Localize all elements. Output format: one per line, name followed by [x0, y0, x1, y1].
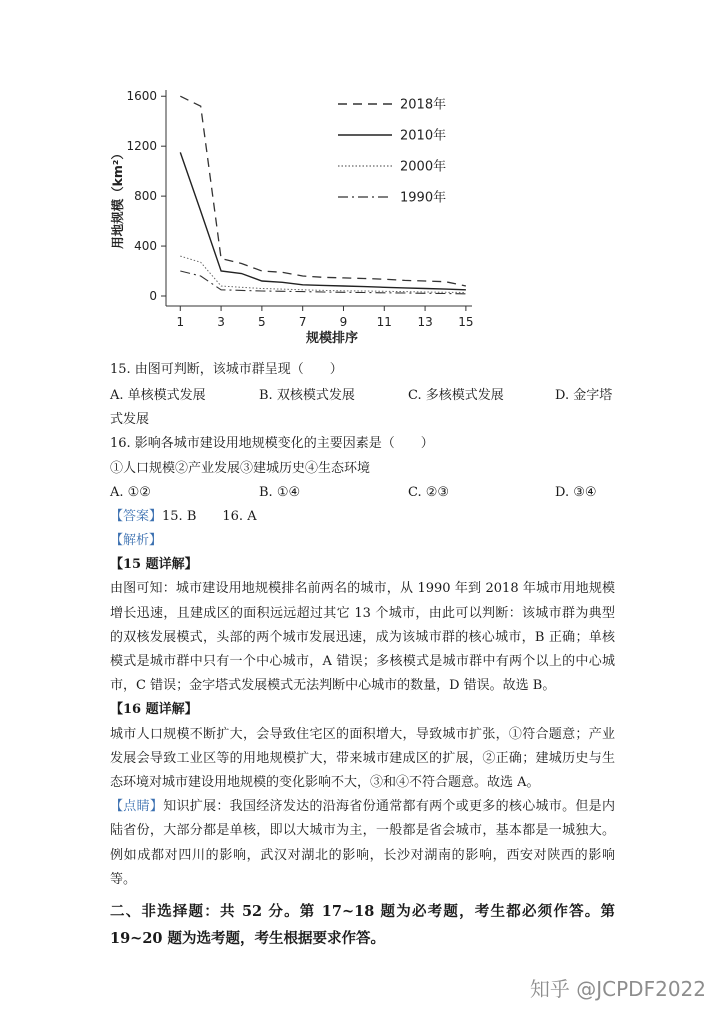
y-tick-label: 0: [149, 289, 157, 304]
watermark: 知乎 @JCPDF2022: [529, 977, 706, 1001]
y-tick-label: 400: [134, 239, 157, 254]
detail-15-text: 由图可知：城市建设用地规模排名前两名的城市，从 1990 年到 2018 年城市用地规模增长迅速，且建成区的面积远远超过其它 13 个城市，由此可以判断：该城市群为典型的双核发展模式，头部的两个城市发展迅速，成为该城市群的核心城市，B 正确；单核模式是城市群中只有一个中心城市，A 错误；多核模式是城市群中有两个以上的中心城市，C 错误；金字塔式发展模式无法判断中心城市的数量，D 错误。故选 B。: [110, 581, 615, 694]
q16-option-a: A. ①②: [110, 484, 151, 500]
q16-factors: ①人口规模②产业发展③建城历史④生态环境: [110, 460, 371, 476]
x-tick-label: 13: [417, 315, 433, 329]
series-line-2000年: [180, 256, 466, 292]
question-content: [110, 358, 615, 967]
tip-label: 【点睛】: [110, 799, 164, 815]
q15-option-c: C. 多核模式发展: [408, 388, 504, 404]
q16-options: [110, 481, 615, 505]
chart-legend: [338, 97, 446, 206]
x-tick-label: 3: [217, 315, 225, 329]
legend-label: 1990年: [400, 190, 447, 206]
q15-option-d-continued: 式发展: [110, 412, 150, 428]
y-tick-label: 1600: [126, 89, 157, 104]
x-tick-label: 5: [258, 315, 266, 329]
q15-option-a: A. 单核模式发展: [110, 388, 206, 404]
y-tick-label: 1200: [126, 139, 157, 154]
detail-15-title: 【15 题详解】: [110, 557, 198, 573]
tip-text: 知识扩展：我国经济发达的沿海省份通常都有两个或更多的核心城市。但是内陆省份，大部分都是单核，即以大城市为主，一般都是省会城市，基本都是一城独大。例如成都对四川的影响，武汉对湖北的影响，长沙对湖南的影响，西安对陕西的影响等。: [110, 799, 615, 887]
legend-label: 2000年: [400, 159, 447, 175]
q16-option-d: D. ③④: [555, 484, 597, 500]
q16-option-b: B. ①④: [259, 484, 301, 500]
detail-16-text: 城市人口规模不断扩大，会导致住宅区的面积增大，导致城市扩张，①符合题意；产业发展会导致工业区等的用地规模扩大，带来城市建成区的扩展，②正确；建城历史与生态环境对城市建设用地规模的变化影响不大，③和④不符合题意。故选 A。: [110, 726, 615, 791]
y-tick-label: 800: [134, 189, 157, 204]
x-tick-label: 1: [176, 315, 185, 329]
q16-option-c: C. ②③: [408, 484, 450, 500]
analysis-label: 【解析】: [110, 533, 163, 549]
q15-option-d: D. 金字塔: [555, 388, 613, 404]
x-axis-label: 规模排序: [305, 331, 359, 346]
x-tick-label: 11: [376, 315, 392, 329]
detail-16-title: 【16 题详解】: [110, 702, 198, 718]
answer-line: [110, 505, 615, 529]
legend-label: 2010年: [400, 128, 447, 144]
section-2-heading: 二、非选择题：共 52 分。第 17~18 题为必考题，考生都必须作答。第 19~20 题为选考题，考生根据要求作答。: [110, 903, 615, 948]
x-tick-label: 9: [339, 315, 348, 329]
tip-paragraph: [110, 795, 615, 892]
q16-stem: 16. 影响各城市建设用地规模变化的主要因素是（ ）: [110, 436, 434, 452]
answer-label: 【答案】: [110, 508, 163, 524]
q15-stem: 15. 由图可判断，该城市群呈现（ ）: [110, 362, 343, 377]
land-use-chart: [100, 80, 490, 360]
q15-option-b: B. 双核模式发展: [259, 388, 355, 404]
y-axis-ticks: [126, 89, 166, 303]
answer-16: 16. A: [222, 508, 257, 524]
x-axis-ticks: [176, 306, 473, 329]
answer-15: 15. B: [162, 508, 197, 524]
x-tick-label: 7: [298, 315, 307, 329]
q15-options: [110, 384, 615, 408]
x-tick-label: 15: [458, 315, 474, 329]
legend-label: 2018年: [400, 97, 447, 113]
y-axis-label: 用地规模（km²）: [110, 147, 125, 249]
